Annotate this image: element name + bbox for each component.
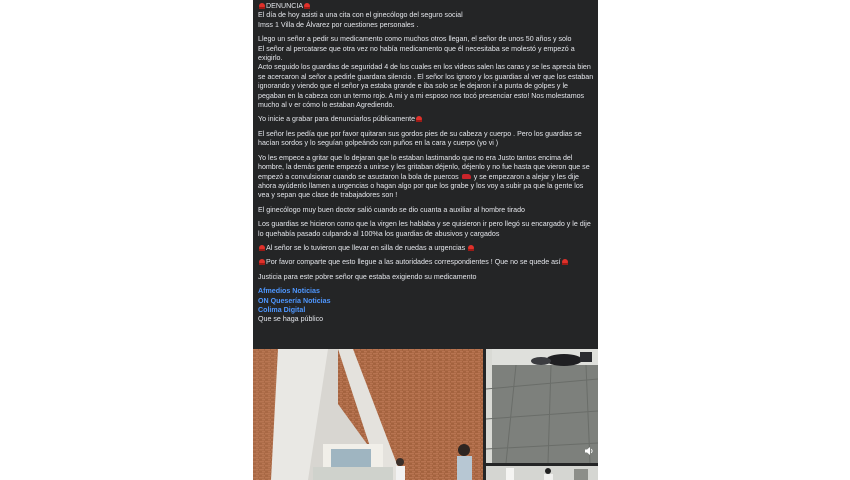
floor-scene <box>486 349 598 463</box>
link-colima-digital[interactable]: Colima Digital <box>258 305 306 314</box>
link-on-queseria[interactable]: ON Quesería Noticias <box>258 296 331 305</box>
paragraph-6: El ginecólogo muy buen doctor salió cuando se dio cuanta a auxiliar al hombre tirado <box>258 205 525 214</box>
speaker-icon[interactable] <box>584 446 594 456</box>
siren-emoji-icon <box>562 259 568 265</box>
video-thumbnail-hallway[interactable] <box>253 349 483 480</box>
media-grid[interactable] <box>253 349 598 480</box>
car-emoji-icon <box>462 174 471 179</box>
siren-emoji-icon <box>304 3 310 9</box>
paragraph-5: Yo les empece a gritar que lo dejaran que lo estaban lastimando que no era Justo tantos encima del hombre, la demás gente empezó a unirse y les gritaban déjenlo, déjenlo y no fue hasta que vieron que se empezó a convulsionar cuando se asustaron la bola de puercos y se empezaron a alejar y les dije ahora ayúdenlo llamen a urgencias o hagan algo por que los grabe y los voy a subir pa que la gente los vea y sepan que clase de trabajadores son ! <box>258 153 590 200</box>
video-thumbnail-room[interactable] <box>486 466 598 480</box>
siren-emoji-icon <box>259 245 265 251</box>
room-scene <box>486 466 598 480</box>
siren-emoji-icon <box>259 259 265 265</box>
link-afmedios[interactable]: Afmedios Noticias <box>258 287 320 296</box>
post-header: DENUNCIA <box>258 2 594 11</box>
paragraph-4: El señor les pedía que por favor quitaran sus gordos pies de su cabeza y cuerpo . Pero los guardias se hacían sordos y lo seguían golpeándo con puños en la cara y cuerpo (yo vi ) <box>258 129 582 148</box>
paragraph-10: Justicia para este pobre señor que estaba exigiendo su medicamento <box>258 272 477 281</box>
paragraph-1: El día de hoy asisti a una cita con el ginecólogo del seguro social Imss 1 Villa de Álvarez por cuestiones personales . <box>258 11 463 29</box>
closing-line: Que se haga público <box>258 315 324 324</box>
siren-emoji-icon <box>416 116 422 122</box>
siren-emoji-icon <box>468 245 474 251</box>
hallway-scene <box>253 349 483 480</box>
paragraph-2: Llego un señor a pedir su medicamento como muchos otros llegan, el señor de unos 50 años y solo El señor al percatarse que otra vez no había medicamento que él necesitaba se molestó y empezó a exigirlo. Acto seguido los guardias de seguridad 4 de los cuales en los videos salen las caras y se les aprecia bien se acercaron al señor a pedirle guardara silencio . El señor los ignoro y los guardias al ver que los estaban ignorando y viendo que el señor ya estaba grande e iba solo se le dejaron ir a punta de golpes y le pegaban en la cabeza con un termo rojo. A mi y a mi esposo nos tocó presenciar esto! Nos molestamos mucho al v er cómo lo estaban Agrediendo. <box>258 35 594 110</box>
siren-emoji-icon <box>259 3 265 9</box>
paragraph-9: Por favor comparte que esto llegue a las autoridades correspondientes ! Que no se quede así <box>258 258 594 267</box>
paragraph-8: Al señor se lo tuvieron que llevar en silla de ruedas a urgencias <box>258 244 594 253</box>
facebook-post <box>253 0 598 480</box>
paragraph-3: Yo inicie a grabar para denunciarlos públicamente <box>258 115 594 124</box>
tagged-pages <box>258 287 594 325</box>
post-body <box>253 0 598 325</box>
paragraph-7: Los guardias se hicieron como que la virgen les hablaba y se quisieron ir pero llegó su encargado y le dije lo quehabía pasado culpando al 100%a los guardias de abusivos y cargados <box>258 220 591 238</box>
video-thumbnail-floor[interactable] <box>486 349 598 463</box>
